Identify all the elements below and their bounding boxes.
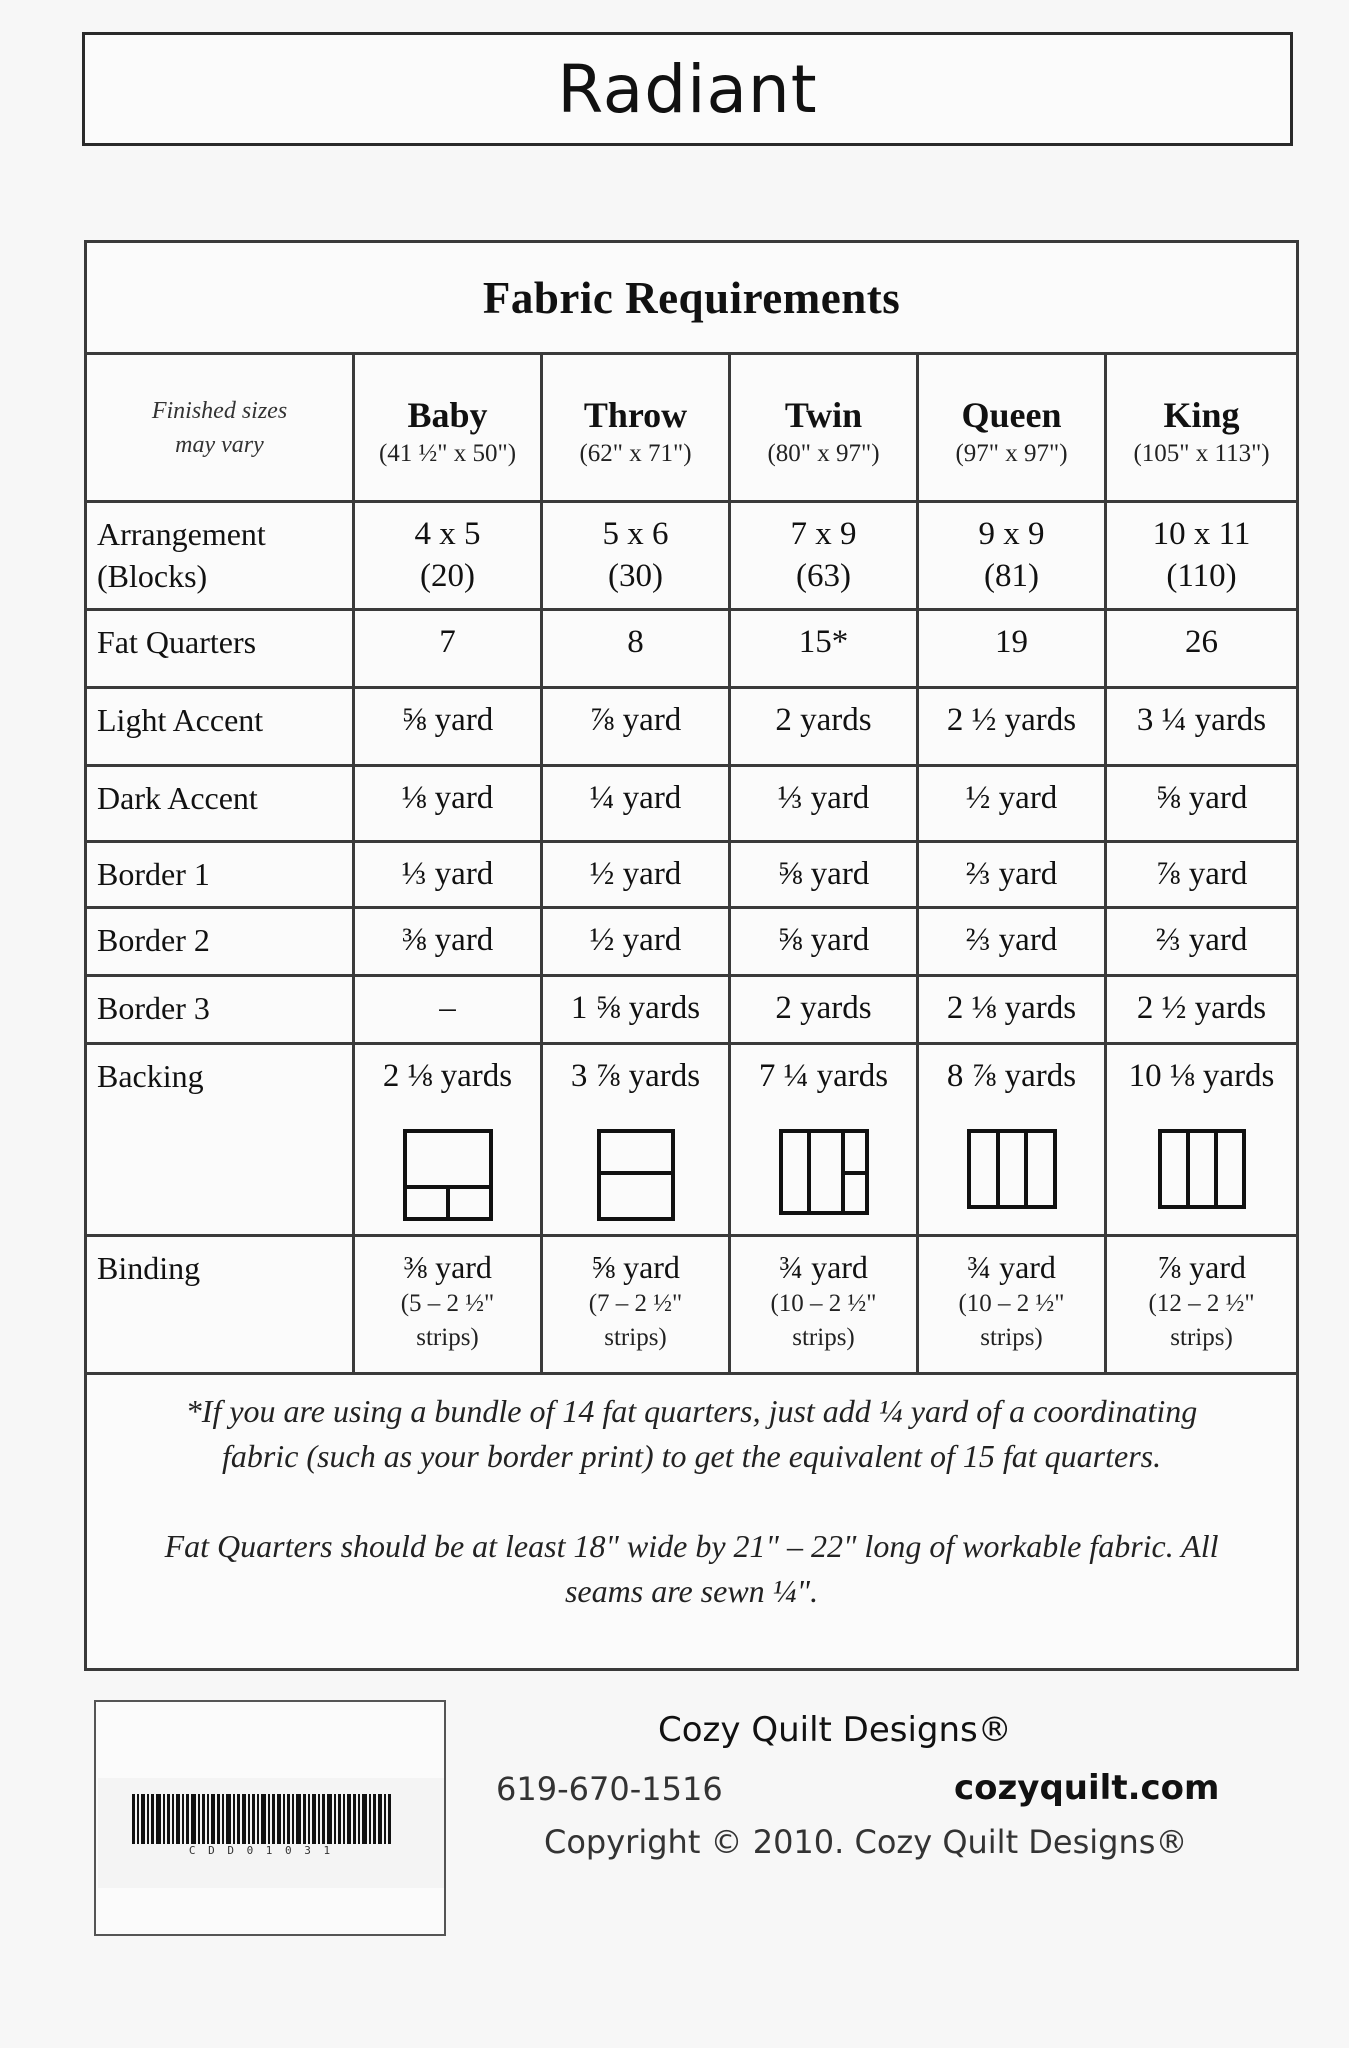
table-cell <box>1106 1236 1298 1374</box>
backing-yardage: 2 ⅛ yards <box>382 1058 513 1094</box>
table-cell <box>542 502 730 610</box>
cell-line1: 10 x 11 <box>1152 516 1251 552</box>
table-cell <box>1106 1044 1298 1236</box>
size-header-throw <box>542 354 730 502</box>
binding-yardage: ⅞ yard <box>1157 1249 1246 1285</box>
table-cell: 2 ½ yards <box>918 688 1106 766</box>
cell-line1: 5 x 6 <box>602 516 669 552</box>
title-box <box>82 32 1293 146</box>
size-name: Baby <box>407 394 488 435</box>
backing-yardage: 7 ¼ yards <box>758 1058 889 1094</box>
throw-layout-icon <box>597 1129 675 1221</box>
table-cell <box>918 502 1106 610</box>
twin-layout-icon <box>779 1129 869 1215</box>
row-label: Dark Accent <box>86 766 354 842</box>
table-row-border-2 <box>86 908 1298 976</box>
phone-number: 619-670-1516 <box>496 1770 723 1808</box>
size-dimensions: (62" x 71") <box>579 439 692 467</box>
table-cell: 2 ⅛ yards <box>918 976 1106 1044</box>
table-cell <box>354 502 542 610</box>
size-name: Twin <box>784 394 863 435</box>
sizes-note-line1: Finished sizes <box>151 397 288 424</box>
website-link[interactable]: cozyquilt.com <box>954 1768 1220 1808</box>
table-cell <box>918 1236 1106 1374</box>
binding-strips-suffix: strips) <box>792 1324 855 1351</box>
table-cell: ⅔ yard <box>918 842 1106 908</box>
barcode-icon <box>132 1794 392 1844</box>
table-row-light-accent <box>86 688 1298 766</box>
table-cell: 8 <box>542 610 730 688</box>
table-row-arrangement <box>86 502 1298 610</box>
queen-layout-icon <box>967 1129 1057 1209</box>
table-heading: Fabric Requirements <box>86 242 1298 354</box>
table-cell <box>354 1044 542 1236</box>
table-cell <box>354 1236 542 1374</box>
cell-line2: (63) <box>796 558 851 594</box>
sizes-note-line2: may vary <box>175 431 264 458</box>
table-row-footnotes <box>86 1374 1298 1670</box>
binding-yardage: ¾ yard <box>967 1249 1056 1285</box>
row-label-line1: Arrangement <box>97 516 266 552</box>
copyright-notice: Copyright © 2010. Cozy Quilt Designs® <box>544 1823 1188 1861</box>
binding-strips: (12 – 2 ½" <box>1148 1290 1255 1317</box>
table-cell <box>730 1044 918 1236</box>
size-header-queen <box>918 354 1106 502</box>
size-header-king <box>1106 354 1298 502</box>
row-label: Binding <box>86 1236 354 1374</box>
size-dimensions: (105" x 113") <box>1133 439 1270 467</box>
table-cell: ⅞ yard <box>1106 842 1298 908</box>
table-cell: ⅝ yard <box>730 908 918 976</box>
row-label: Border 2 <box>86 908 354 976</box>
table-cell: 3 ¼ yards <box>1106 688 1298 766</box>
table-cell <box>542 1044 730 1236</box>
table-cell: ⅔ yard <box>1106 908 1298 976</box>
table-cell <box>730 502 918 610</box>
size-header-baby <box>354 354 542 502</box>
table-cell: 2 ½ yards <box>1106 976 1298 1044</box>
cell-line2: (110) <box>1166 558 1237 594</box>
sizes-note <box>86 354 354 502</box>
table-row-backing <box>86 1044 1298 1236</box>
binding-strips-suffix: strips) <box>416 1324 479 1351</box>
table-cell: ¼ yard <box>542 766 730 842</box>
table-cell: ½ yard <box>542 908 730 976</box>
table-cell <box>542 1236 730 1374</box>
binding-strips-suffix: strips) <box>1170 1324 1233 1351</box>
table-cell: ⅔ yard <box>918 908 1106 976</box>
row-label: Backing <box>86 1044 354 1236</box>
binding-strips-suffix: strips) <box>604 1324 667 1351</box>
footnote-cell <box>86 1374 1298 1670</box>
row-label: Border 3 <box>86 976 354 1044</box>
table-cell <box>730 1236 918 1374</box>
row-label: Border 1 <box>86 842 354 908</box>
table-cell: ⅛ yard <box>354 766 542 842</box>
table-cell: 7 <box>354 610 542 688</box>
binding-strips-suffix: strips) <box>980 1324 1043 1351</box>
table-cell: ⅜ yard <box>354 908 542 976</box>
baby-layout-icon <box>403 1129 493 1221</box>
table-cell: ⅓ yard <box>354 842 542 908</box>
table-cell: 19 <box>918 610 1106 688</box>
size-dimensions: (80" x 97") <box>767 439 880 467</box>
binding-strips: (7 – 2 ½" <box>588 1290 683 1317</box>
table-row-fat-quarters <box>86 610 1298 688</box>
footnote-fabric-size: Fat Quarters should be at least 18" wide by 21" – 22" long of workable fabric. All seams are sewn ¼". <box>164 1528 1219 1609</box>
barcode-number: C D D 0 1 0 3 1 <box>188 1844 334 1857</box>
row-label-line2: (Blocks) <box>97 558 208 594</box>
table-cell: 2 yards <box>730 976 918 1044</box>
binding-yardage: ¾ yard <box>779 1249 868 1285</box>
company-name: Cozy Quilt Designs® <box>658 1710 1012 1750</box>
binding-strips: (10 – 2 ½" <box>958 1290 1065 1317</box>
table-cell <box>918 1044 1106 1236</box>
table-row-binding <box>86 1236 1298 1374</box>
cell-line2: (81) <box>984 558 1039 594</box>
size-dimensions: (97" x 97") <box>955 439 1068 467</box>
table-cell: ⅞ yard <box>542 688 730 766</box>
table-row-border-3 <box>86 976 1298 1044</box>
cell-line2: (20) <box>420 558 475 594</box>
table-row-border-1 <box>86 842 1298 908</box>
table-cell: 26 <box>1106 610 1298 688</box>
table-cell: ⅝ yard <box>1106 766 1298 842</box>
binding-yardage: ⅜ yard <box>403 1249 492 1285</box>
size-dimensions: (41 ½" x 50") <box>378 439 517 467</box>
barcode-box <box>94 1700 446 1936</box>
pattern-title: Radiant <box>557 50 818 128</box>
table-cell: ⅝ yard <box>354 688 542 766</box>
cell-line1: 9 x 9 <box>978 516 1045 552</box>
king-layout-icon <box>1158 1129 1246 1209</box>
table-cell: 2 yards <box>730 688 918 766</box>
table-cell: – <box>354 976 542 1044</box>
table-cell: 1 ⅝ yards <box>542 976 730 1044</box>
binding-strips: (5 – 2 ½" <box>400 1290 495 1317</box>
table-cell: ⅓ yard <box>730 766 918 842</box>
binding-strips: (10 – 2 ½" <box>770 1290 877 1317</box>
size-header-twin <box>730 354 918 502</box>
size-name: Queen <box>961 394 1062 435</box>
size-name: Throw <box>583 394 688 435</box>
backing-yardage: 10 ⅛ yards <box>1128 1058 1275 1094</box>
fabric-requirements-table <box>84 240 1299 1671</box>
table-cell: ½ yard <box>542 842 730 908</box>
cell-line1: 4 x 5 <box>414 516 481 552</box>
cell-line1: 7 x 9 <box>790 516 857 552</box>
table-cell <box>1106 502 1298 610</box>
backing-yardage: 3 ⅞ yards <box>570 1058 701 1094</box>
backing-yardage: 8 ⅞ yards <box>946 1058 1077 1094</box>
table-cell: ⅝ yard <box>730 842 918 908</box>
row-label: Light Accent <box>86 688 354 766</box>
footnote-fat-quarter-bundle: *If you are using a bundle of 14 fat quarters, just add ¼ yard of a coordinating fabric (such as your border print) to get the equivalent of 15 fat quarters. <box>185 1393 1198 1474</box>
binding-yardage: ⅝ yard <box>591 1249 680 1285</box>
table-cell: ½ yard <box>918 766 1106 842</box>
table-row-dark-accent <box>86 766 1298 842</box>
row-label: Fat Quarters <box>86 610 354 688</box>
row-label <box>86 502 354 610</box>
cell-line2: (30) <box>608 558 663 594</box>
size-name: King <box>1163 394 1240 435</box>
table-cell: 15* <box>730 610 918 688</box>
